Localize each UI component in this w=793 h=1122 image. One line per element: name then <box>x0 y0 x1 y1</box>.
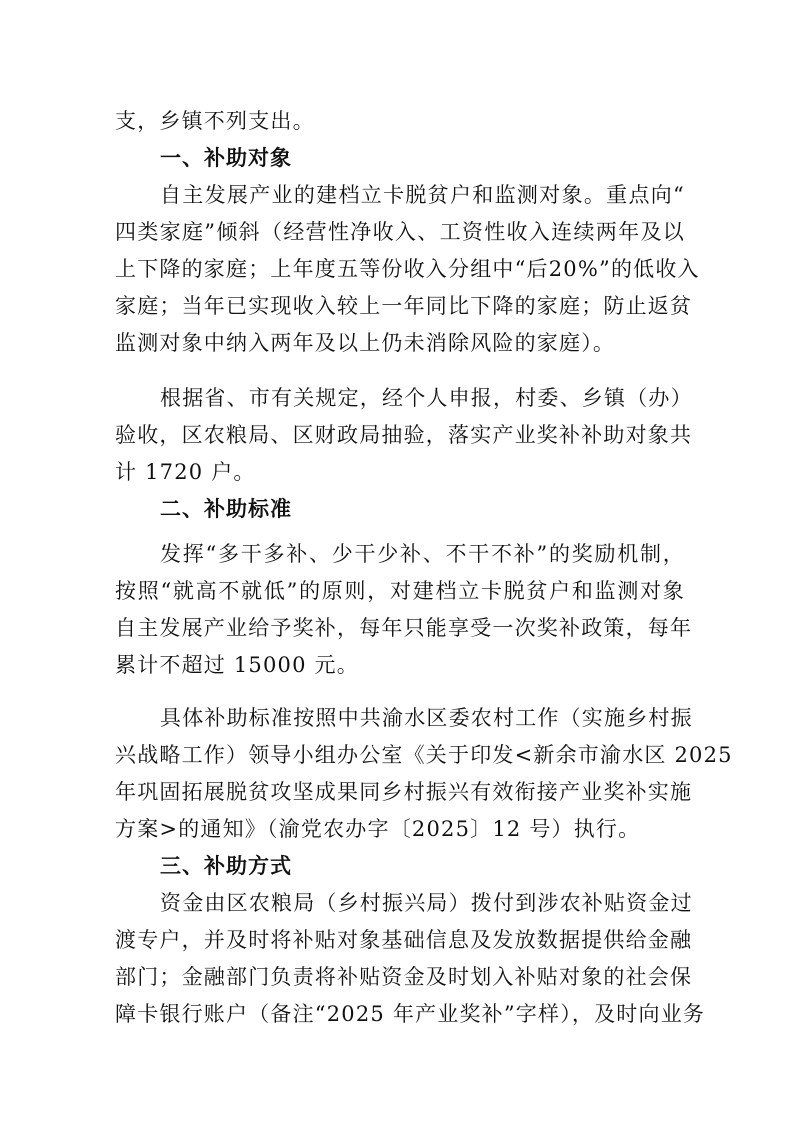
paragraph-line: 具体补助标准按照中共渝水区委农村工作（实施乡村振 <box>160 706 693 730</box>
paragraph-line: 支，乡镇不列支出。 <box>115 109 315 133</box>
paragraph-line: 四类家庭”倾斜（经营性净收入、工资性收入连续两年及以 <box>115 220 685 244</box>
paragraph-line: 根据省、市有关规定，经个人申报，村委、乡镇（办） <box>160 386 693 410</box>
paragraph-line: 验收，区农粮局、区财政局抽验，落实产业奖补补助对象共 <box>115 423 693 447</box>
paragraph-line: 障卡银行账户（备注“2025 年产业奖补”字样），及时向业务 <box>115 1002 706 1026</box>
paragraph-line: 方案>的通知》（渝党农办字〔2025〕12 号）执行。 <box>115 817 641 841</box>
paragraph-line: 监测对象中纳入两年及以上仍未消除风险的家庭）。 <box>115 331 616 355</box>
paragraph-line: 年巩固拓展脱贫攻坚成果同乡村振兴有效衔接产业奖补实施 <box>115 780 693 804</box>
paragraph-line: 自主发展产业给予奖补，每年只能享受一次奖补政策，每年 <box>115 616 693 640</box>
paragraph-line: 计 1720 户。 <box>115 460 256 484</box>
paragraph-line: 家庭；当年已实现收入较上一年同比下降的家庭；防止返贫 <box>115 294 693 318</box>
paragraph-line: 按照“就高不就低”的原则，对建档立卡脱贫户和监测对象 <box>115 579 685 603</box>
paragraph-line: 自主发展产业的建档立卡脱贫户和监测对象。重点向“ <box>160 183 685 207</box>
paragraph-line: 发挥“多干多补、少干少补、不干不补”的奖励机制， <box>160 542 685 566</box>
paragraph-line: 上下降的家庭；上年度五等份收入分组中“后20%”的低收入 <box>115 257 700 281</box>
section-heading-subsidy-targets: 一、补助对象 <box>160 146 292 170</box>
paragraph-line: 部门；金融部门负责将补贴资金及时划入补贴对象的社会保 <box>115 965 693 989</box>
paragraph-line: 渡专户，并及时将补贴对象基础信息及发放数据提供给金融 <box>115 928 693 952</box>
paragraph-line: 累计不超过 15000 元。 <box>115 653 359 677</box>
section-heading-subsidy-standards: 二、补助标准 <box>160 497 292 521</box>
section-heading-subsidy-method: 三、补助方式 <box>160 854 292 878</box>
paragraph-line: 资金由区农粮局（乡村振兴局）拨付到涉农补贴资金过 <box>160 891 693 915</box>
paragraph-line: 兴战略工作）领导小组办公室《关于印发<新余市渝水区 2025 <box>115 743 733 767</box>
